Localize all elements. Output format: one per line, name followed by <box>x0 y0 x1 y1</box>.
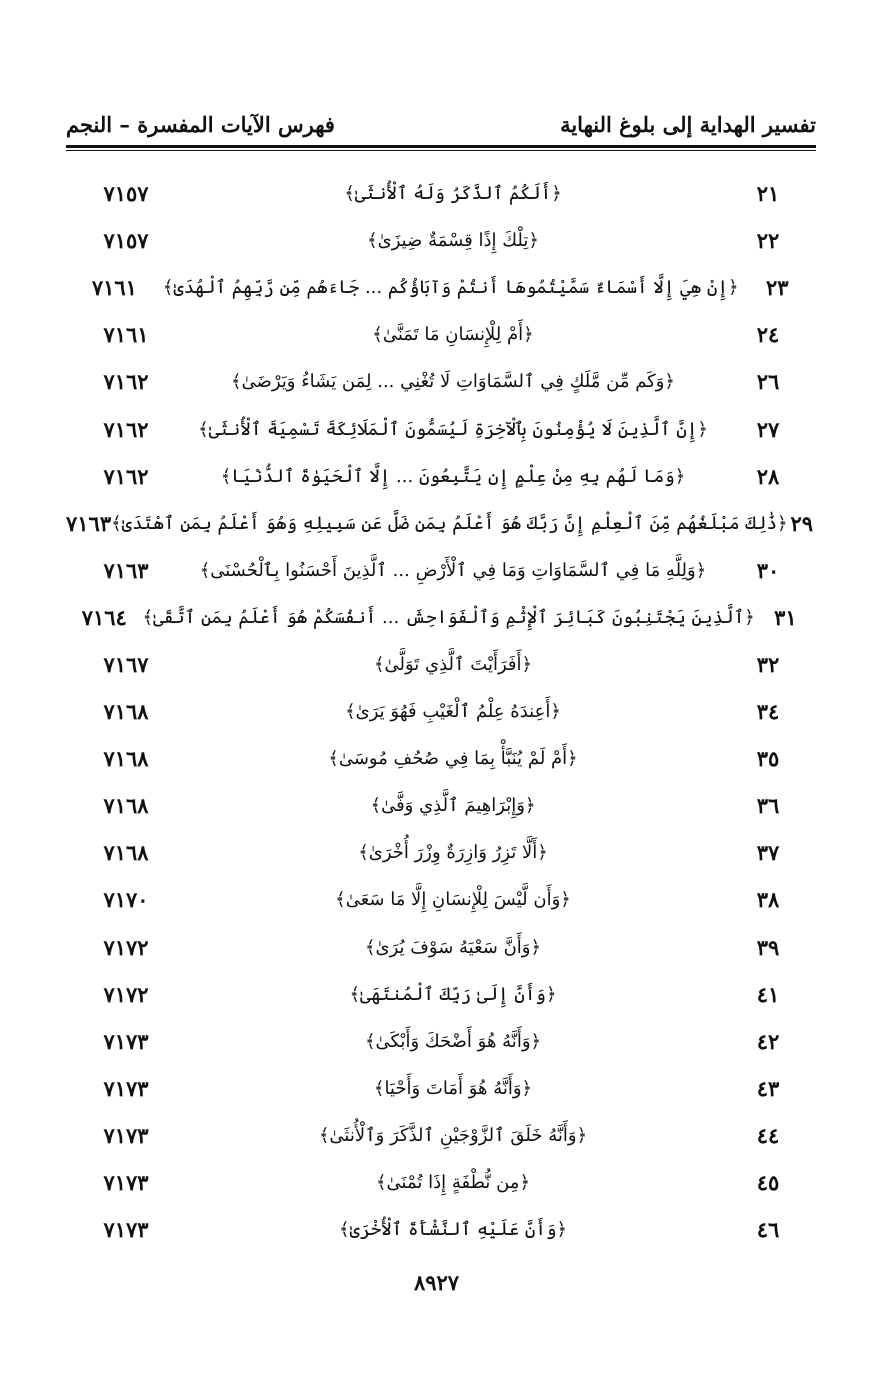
page-reference: ٧١٦٢ <box>103 369 149 395</box>
verse-text: ﴿تِلْكَ إِذًا قِسْمَةٌ ضِيزَىٰ﴾ <box>367 230 539 252</box>
table-row <box>66 688 816 735</box>
table-row <box>66 735 816 782</box>
table-row <box>66 782 816 829</box>
verse-number: ٢٧ <box>756 416 780 442</box>
page-reference: ٧١٦٢ <box>103 463 149 489</box>
page-reference: ٧١٦٣ <box>66 510 112 536</box>
verse-text: ﴿وَأَنَّ سَعْيَهُ سَوْفَ يُرَىٰ﴾ <box>364 936 542 958</box>
table-row <box>66 829 816 876</box>
page-reference: ٧١٧٣ <box>103 1075 149 1101</box>
table-row <box>66 358 816 405</box>
verse-number: ٤٥ <box>756 1170 780 1196</box>
page-reference: ٧١٧٣ <box>103 1170 149 1196</box>
header-rule-thin <box>66 150 816 151</box>
verse-number: ٢٦ <box>756 369 780 395</box>
table-row <box>66 311 816 358</box>
table-row <box>66 1065 816 1112</box>
page-reference: ٧١٦٤ <box>81 604 127 630</box>
table-row <box>66 500 816 547</box>
page-reference: ٧١٦٨ <box>103 840 149 866</box>
verse-text: ﴿مِن نُّطْفَةٍ إِذَا تُمْنَىٰ﴾ <box>375 1172 530 1194</box>
verse-number: ٤٦ <box>756 1217 780 1243</box>
table-row <box>66 594 816 641</box>
verse-text: ﴿ٱلَّذِينَ يَجْتَنِبُونَ كَبَائِرَ ٱلْإِثْمِ وَٱلْفَوَاحِشَ ... أَنفُسَكُمْ هُوَ أَعْلَمُ بِمَنِ ٱتَّقَىٰ﴾ <box>142 606 755 628</box>
verse-text: ﴿ذَٰلِكَ مَبْلَغُهُم مِّنَ ٱلْعِلْمِ إِنَّ رَبَّكَ هُوَ أَعْلَمُ بِمَن ضَلَّ عَن سَبِيلِهِ وَهُوَ أَعْلَمُ بِمَنِ ٱهْتَدَىٰ﴾ <box>111 512 788 534</box>
page-reference: ٧١٦٢ <box>103 416 149 442</box>
verse-number: ٣٧ <box>756 840 780 866</box>
page-reference: ٧١٦٨ <box>103 746 149 772</box>
table-row <box>66 1018 816 1065</box>
page-reference: ٧١٧٣ <box>103 1122 149 1148</box>
table-row <box>66 876 816 923</box>
table-row <box>66 264 816 311</box>
page-reference: ٧١٥٧ <box>103 181 149 207</box>
verse-text: ﴿أَلَكُمُ ٱلذَّكَرُ وَلَهُ ٱلْأُنثَىٰ﴾ <box>344 183 562 205</box>
verse-number: ٣٩ <box>756 934 780 960</box>
running-header <box>66 104 816 144</box>
table-row <box>66 924 816 971</box>
verse-number: ٢١ <box>756 181 780 207</box>
verse-number: ٤٣ <box>756 1075 780 1101</box>
verse-text: ﴿أَمْ لِلْإِنسَانِ مَا تَمَنَّىٰ﴾ <box>372 324 534 346</box>
page-reference: ٧١٦٣ <box>103 557 149 583</box>
table-row <box>66 547 816 594</box>
page-reference: ٧١٦١ <box>91 275 137 301</box>
verse-number: ٢٤ <box>756 322 780 348</box>
verse-number: ٣٨ <box>756 887 780 913</box>
verse-text: ﴿إِنَّ ٱلَّذِينَ لَا يُؤْمِنُونَ بِٱلْآخِرَةِ لَيُسَمُّونَ ٱلْمَلَائِكَةَ تَسْمِيَةَ ٱلْأُنثَىٰ﴾ <box>198 418 708 440</box>
verse-number: ٢٣ <box>766 275 789 301</box>
page-reference: ٧١٦٨ <box>103 793 149 819</box>
verse-number: ٣٢ <box>756 651 780 677</box>
page-reference: ٧١٥٧ <box>103 228 149 254</box>
table-row <box>66 170 816 217</box>
verse-text: ﴿أَفَرَأَيْتَ ٱلَّذِي تَوَلَّىٰ﴾ <box>373 653 533 675</box>
verse-text: ﴿وَأَنَّهُ خَلَقَ ٱلزَّوْجَيْنِ ٱلذَّكَرَ وَٱلْأُنثَىٰ﴾ <box>318 1124 588 1146</box>
verse-number: ٢٩ <box>790 510 814 536</box>
verse-number: ٣٦ <box>756 793 780 819</box>
table-row <box>66 453 816 500</box>
verse-text: ﴿إِنْ هِيَ إِلَّا أَسْمَاءٌ سَمَّيْتُمُوهَا أَنتُمْ وَآبَاؤُكُم ... جَاءَهُم مِّن رَّبِّهِمُ ٱلْهُدَىٰ﴾ <box>162 277 739 299</box>
page-reference: ٧١٧٢ <box>103 981 149 1007</box>
page-reference: ٧١٧٠ <box>103 887 149 913</box>
verse-number: ٣١ <box>774 604 797 630</box>
page-reference: ٧١٧٣ <box>103 1028 149 1054</box>
verse-index-table <box>66 170 816 1253</box>
verse-text: ﴿وَلِلَّهِ مَا فِي ٱلسَّمَاوَاتِ وَمَا فِي ٱلْأَرْضِ ... ٱلَّذِينَ أَحْسَنُوا بِٱلْحُسْنَى﴾ <box>199 559 707 581</box>
verse-text: ﴿وَأَنَّ عَلَيْهِ ٱلنَّشْأَةَ ٱلْأُخْرَىٰ﴾ <box>338 1219 568 1241</box>
verse-text: ﴿وَإِبْرَاهِيمَ ٱلَّذِي وَفَّىٰ﴾ <box>370 795 536 817</box>
table-row <box>66 641 816 688</box>
verse-number: ٤٢ <box>756 1028 780 1054</box>
verse-number: ٢٢ <box>756 228 780 254</box>
verse-number: ٤٤ <box>756 1122 780 1148</box>
verse-number: ٣٤ <box>756 699 780 725</box>
book-title: تفسير الهداية إلى بلوغ النهاية <box>560 111 816 137</box>
verse-text: ﴿أَعِندَهُ عِلْمُ ٱلْغَيْبِ فَهُوَ يَرَىٰ﴾ <box>345 701 561 723</box>
table-row <box>66 1112 816 1159</box>
verse-text: ﴿وَأَنَّهُ هُوَ أَضْحَكَ وَأَبْكَىٰ﴾ <box>364 1030 542 1052</box>
page-reference: ٧١٦٨ <box>103 699 149 725</box>
section-title: فهرس الآيات المفسرة – النجم <box>66 111 335 137</box>
page-number: ٨٩٢٧ <box>413 1270 460 1295</box>
verse-number: ٣٥ <box>756 746 780 772</box>
verse-text: ﴿وَمَا لَهُم بِهِ مِنْ عِلْمٍ إِن يَتَّبِعُونَ ... إِلَّا ٱلْحَيَوٰةَ ٱلدُّنْيَا﴾ <box>220 465 686 487</box>
page-reference: ٧١٦٧ <box>103 651 149 677</box>
verse-text: ﴿وَكَم مِّن مَّلَكٍ فِي ٱلسَّمَاوَاتِ لَا تُغْنِي ... لِمَن يَشَاءُ وَيَرْضَىٰ﴾ <box>231 371 675 393</box>
page-reference: ٧١٧٣ <box>103 1217 149 1243</box>
table-row <box>66 405 816 452</box>
table-row <box>66 1206 816 1253</box>
verse-text: ﴿أَلَّا تَزِرُ وَازِرَةٌ وِزْرَ أُخْرَىٰ﴾ <box>358 842 548 864</box>
verse-number: ٣٠ <box>756 557 780 583</box>
verse-text: ﴿وَأَنَّ إِلَىٰ رَبِّكَ ٱلْمُنتَهَىٰ﴾ <box>349 983 557 1005</box>
verse-text: ﴿أَمْ لَمْ يُنَبَّأْ بِمَا فِي صُحُفِ مُوسَىٰ﴾ <box>328 748 578 770</box>
verse-number: ٢٨ <box>756 463 780 489</box>
verse-text: ﴿وَأَن لَّيْسَ لِلْإِنسَانِ إِلَّا مَا سَعَىٰ﴾ <box>335 889 571 911</box>
table-row <box>66 1159 816 1206</box>
verse-text: ﴿وَأَنَّهُ هُوَ أَمَاتَ وَأَحْيَا﴾ <box>373 1077 533 1099</box>
verse-number: ٤١ <box>756 981 780 1007</box>
header-rule-thick <box>66 145 816 148</box>
table-row <box>66 217 816 264</box>
page-reference: ٧١٧٢ <box>103 934 149 960</box>
page-reference: ٧١٦١ <box>103 322 149 348</box>
table-row <box>66 971 816 1018</box>
